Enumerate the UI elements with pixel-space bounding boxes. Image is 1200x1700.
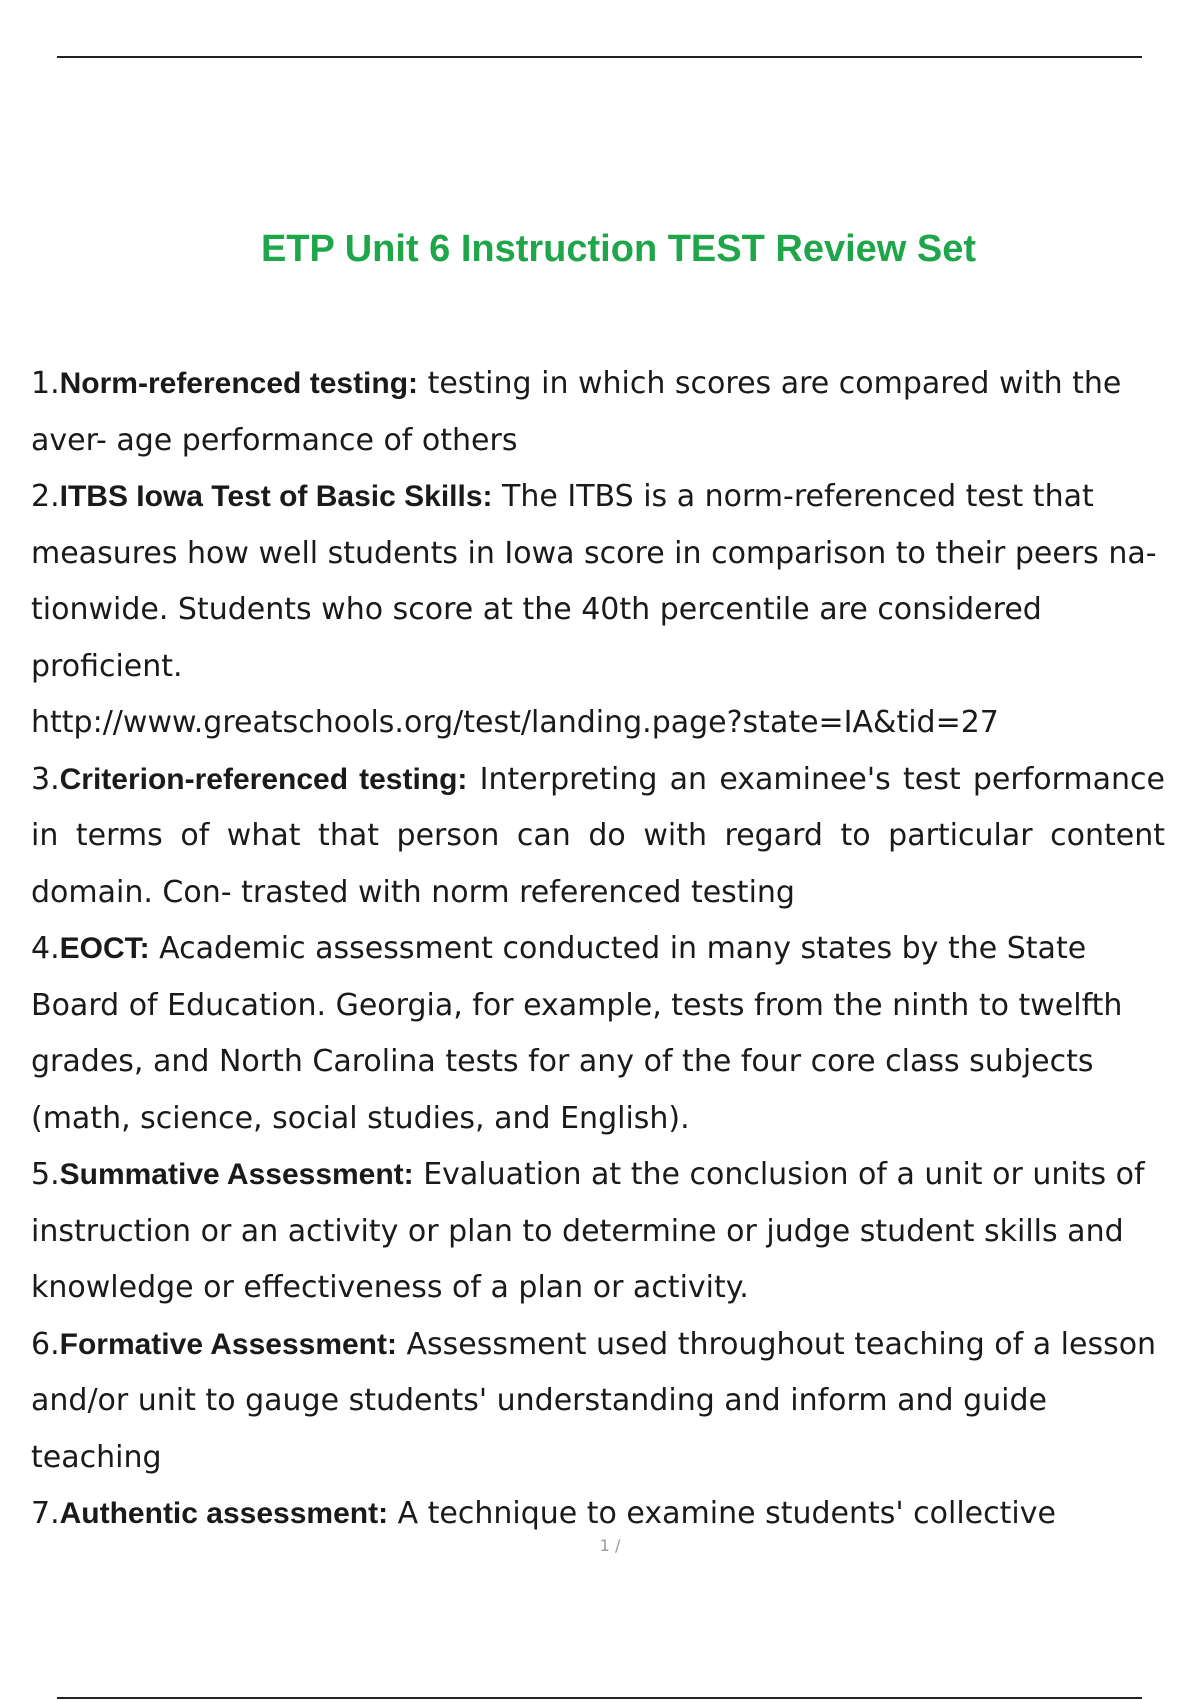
item-number: 4. [31,931,60,966]
list-item [31,921,1165,1147]
item-number: 5. [31,1157,60,1192]
item-term: Formative Assessment: [59,1327,397,1361]
top-rule [57,56,1142,58]
item-term: Authentic assessment: [59,1497,389,1530]
item-number: 6. [31,1326,60,1362]
bottom-rule [57,1697,1142,1699]
list-item [31,469,1165,695]
list-item [31,752,1165,922]
page-title: ETP Unit 6 Instruction TEST Review Set [260,228,977,270]
item-definition: Evaluation at the conclusion of a unit or units of instruction or an activity or plan to determine or judge student skills and knowledge or effectiveness of a plan or activity. [31,1157,1145,1305]
item-term: Norm-referenced testing: [59,367,419,400]
item-definition: Interpreting an examinee's test performance in terms of what that person can do with regard to particular content domain. Con- trasted with norm referenced testing [31,761,1165,910]
page-number: 1 / [599,1536,621,1555]
item-number: 3. [31,761,60,797]
list-item [31,1317,1165,1487]
item-term: Criterion-referenced testing: [59,762,468,796]
item-definition: The ITBS is a norm-referenced test that measures how well students in Iowa score in comparison to their peers na- tionwide. Students who score at the 40th percentile are considered proficient. [31,479,1157,684]
item-definition: testing in which scores are compared with the aver- age performance of others [31,366,1122,458]
review-list [31,356,1165,1543]
item-term: ITBS Iowa Test of Basic Skills: [59,480,493,513]
item-definition: A technique to examine students' collective [388,1496,1056,1531]
item-number: 2. [31,479,60,514]
item-term: EOCT: [59,932,150,965]
item-number: 1. [31,366,60,401]
list-item [31,1147,1165,1317]
reference-link[interactable]: http://www.greatschools.org/test/landing.page?state=IA&tid=27 [31,705,999,740]
item-definition: Academic assessment conducted in many states by the State Board of Education. Georgia, for example, tests from the ninth to twelfth grades, and North Carolina tests for any of the four core class subjects (math, science, social studies, and English). [31,931,1123,1136]
item-definition: Assessment used throughout teaching of a lesson and/or unit to gauge students' understanding and inform and guide teaching [31,1326,1157,1475]
item-number: 7. [31,1496,60,1531]
item-term: Summative Assessment: [59,1158,414,1191]
list-item [31,356,1165,469]
list-item [31,1486,1165,1543]
